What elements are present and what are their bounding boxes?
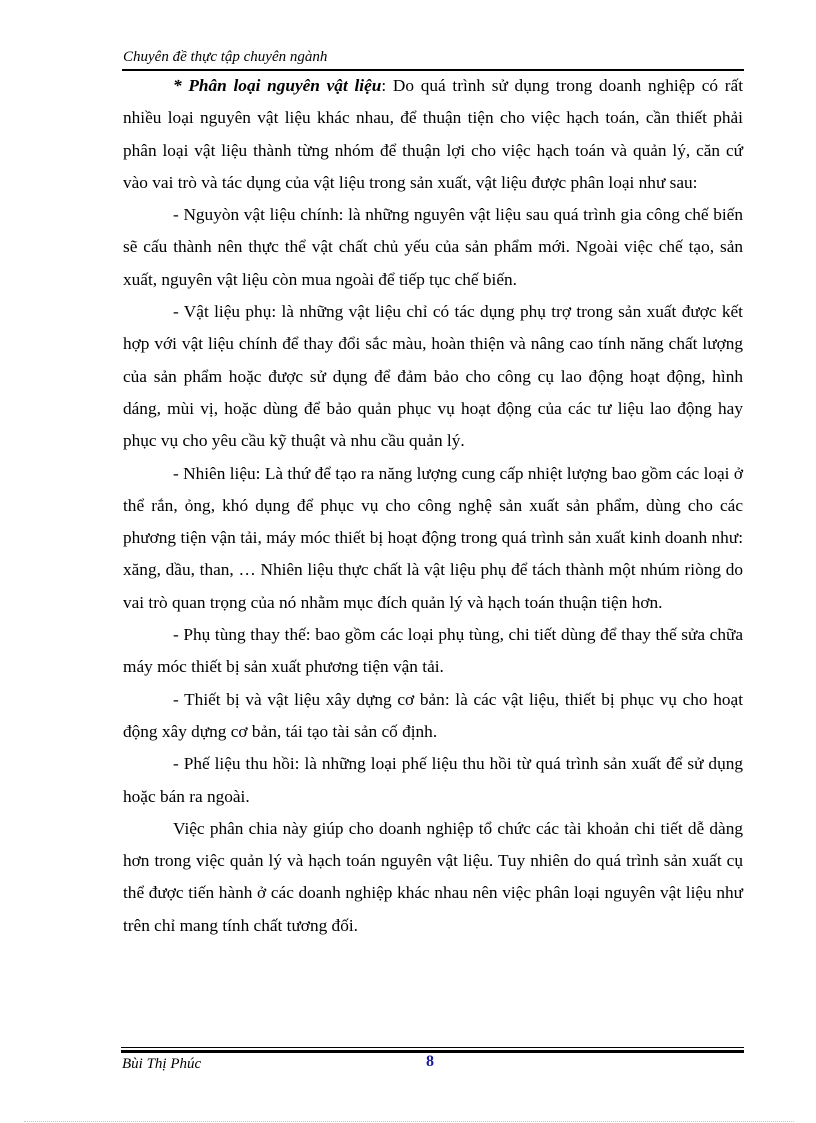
document-body	[123, 70, 743, 942]
list-item-raw-materials: - Nguyòn vật liệu chính: là những nguyên vật liệu sau quá trình gia công chế biến sẽ cấu thành nên thực thể vật chất chủ yếu của sản phẩm mới. Ngoài việc chế tạo, sản xuất, nguyên vật liệu còn mua ngoài để tiếp tục chế biến.	[123, 205, 743, 289]
list-item-scrap: - Phế liệu thu hồi: là những loại phế liệu thu hồi từ quá trình sản xuất để sử dụng hoặc bán ra ngoài.	[123, 754, 743, 806]
footer-author: Bùi Thị Phúc	[122, 1056, 202, 1072]
closing-paragraph: Việc phân chia này giúp cho doanh nghiệp tổ chức các tài khoản chi tiết dễ dàng hơn trong việc quản lý và hạch toán nguyên vật liệu. Tuy nhiên do quá trình sản xuất cụ thể được tiến hành ở các doanh nghiệp khác nhau nên việc phân loại nguyên vật liệu như trên chỉ mang tính chất tương đối.	[123, 818, 743, 935]
intro-text: : Do quá trình sử dụng trong doanh nghiệp có rất nhiều loại nguyên vật liệu khác nhau, để thuận tiện cho việc hạch toán, cần thiết phải phân loại vật liệu thành từng nhóm để thuận lợi cho việc hạch toán và quản lý, căn cứ vào vai trò và tác dụng của vật liệu trong sản xuất, vật liệu được phân loại như sau:	[123, 76, 743, 192]
list-item-fuel: - Nhiên liệu: Là thứ để tạo ra năng lượng cung cấp nhiệt lượng bao gồm các loại ở thể rắn, ỏng, khó dụng để phục vụ cho công nghệ sản xuất sản phẩm, dùng cho các phương tiện vận tải, máy móc thiết bị hoạt động trong quá trình sản xuất kinh doanh như: xăng, dầu, than, … Nhiên liệu thực chất là vật liệu phụ để tách thành một nhúm riòng do vai trò quan trọng của nó nhằm mục đích quản lý và hạch toán thuận tiện hơn.	[123, 463, 743, 612]
running-header: Chuyên đề thực tập chuyên ngành	[123, 49, 328, 65]
page-edge-dotted-line	[24, 1121, 794, 1122]
footer-rule-thin	[121, 1047, 744, 1048]
list-item-spare-parts: - Phụ tùng thay thế: bao gồm các loại phụ tùng, chi tiết dùng để thay thế sửa chữa máy móc thiết bị sản xuất phương tiện vận tải.	[123, 625, 743, 677]
section-lead: * Phân loại nguyên vật liệu	[173, 76, 382, 95]
intro-paragraph	[123, 70, 743, 199]
list-item-construction-materials: - Thiết bị và vật liệu xây dựng cơ bản: là các vật liệu, thiết bị phục vụ cho hoạt động xây dựng cơ bản, tái tạo tài sản cố định.	[123, 689, 743, 741]
page-number: 8	[426, 1053, 434, 1070]
list-item-auxiliary-materials: - Vật liệu phụ: là những vật liệu chỉ có tác dụng phụ trợ trong sản xuất được kết hợp với vật liệu chính để thay đổi sắc màu, hoàn thiện và nâng cao tính năng chất lượng của sản phẩm hoặc được sử dụng để đảm bảo cho công cụ lao động hoạt động, hình dáng, mùi vị, hoặc dùng để bảo quản phục vụ hoạt động của các tư liệu lao động hay phục vụ cho yêu cầu kỹ thuật và nhu cầu quản lý.	[123, 302, 743, 451]
